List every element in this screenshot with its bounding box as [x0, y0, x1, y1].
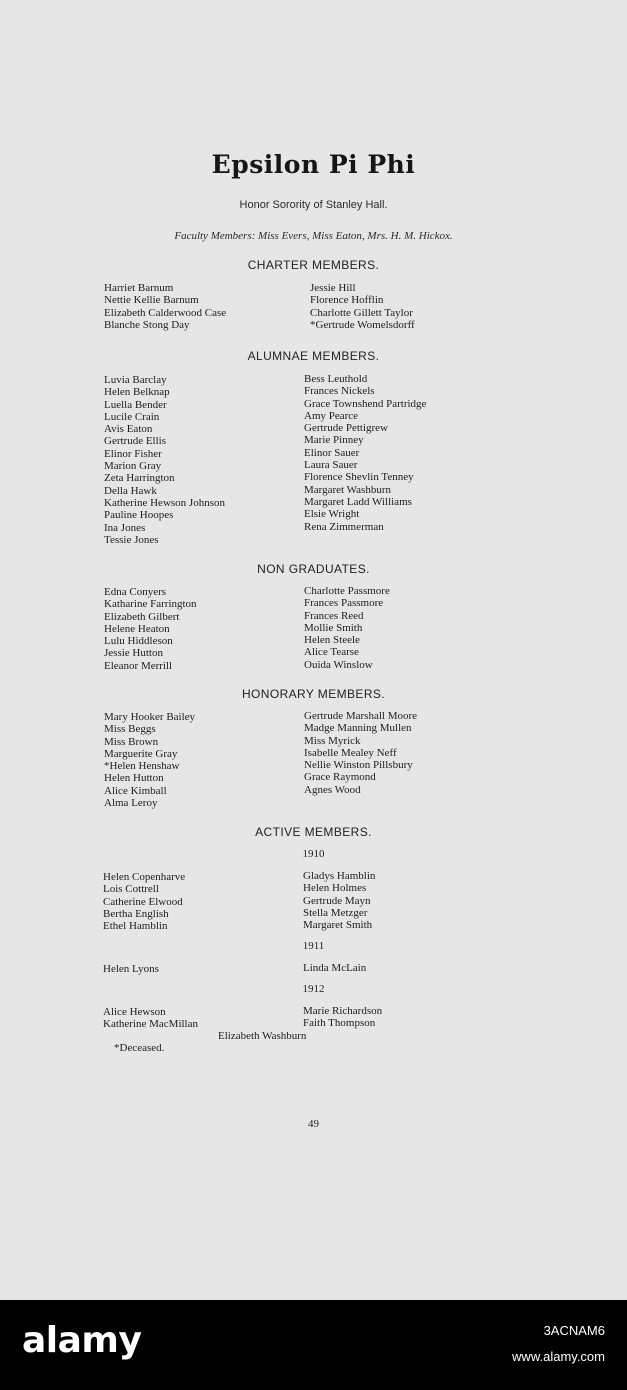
member-name: Ouida Winslow	[304, 658, 373, 671]
member-name: Marguerite Gray	[104, 747, 178, 760]
site-url: www.alamy.com	[512, 1349, 605, 1364]
member-name: Luvia Barclay	[104, 374, 167, 386]
member-name: Miss Myrick	[304, 734, 361, 747]
member-name: Margaret Ladd Williams	[304, 495, 412, 508]
subtitle: Honor Sorority of Stanley Hall.	[239, 199, 388, 211]
member-name: Helene Heaton	[104, 622, 170, 635]
member-name: Katherine MacMillan	[103, 1018, 198, 1031]
honorary-right-list	[304, 710, 417, 796]
member-name: Helen Hutton	[104, 772, 164, 785]
member-name: Marie Pinney	[304, 434, 364, 447]
member-name: Jessie Hill	[310, 282, 356, 294]
member-name: Amy Pearce	[304, 409, 359, 422]
member-name: Frances Nickels	[304, 385, 375, 398]
member-name: Ethel Hamblin	[103, 920, 168, 933]
page-number: 49	[308, 1118, 319, 1130]
member-name: Agnes Wood	[304, 783, 361, 796]
member-name: Alice Hewson	[103, 1006, 166, 1018]
member-name: Mary Hooker Bailey	[104, 711, 196, 723]
year-1911: 1911	[302, 940, 325, 952]
member-name: Blanche Stong Day	[104, 318, 190, 331]
member-name: Eleanor Merrill	[104, 659, 173, 672]
member-name: Lucile Crain	[104, 410, 160, 423]
active-1912-center: Elizabeth Washburn	[218, 1030, 307, 1042]
member-name: Lulu Hiddleson	[104, 635, 173, 648]
brand-logo: alamy	[22, 1320, 142, 1361]
member-name: *Gertrude Womelsdorff	[310, 318, 415, 331]
member-name: Tessie Jones	[104, 533, 159, 546]
active-1912-right-list	[303, 1005, 382, 1030]
member-name: Ina Jones	[104, 521, 146, 534]
member-name: Margaret Smith	[303, 919, 373, 932]
active-1911-right: Linda McLain	[303, 962, 367, 974]
member-name: Elizabeth Calderwood Case	[104, 306, 227, 319]
member-name: Frances Passmore	[304, 597, 384, 610]
member-name: Rena Zimmerman	[304, 520, 384, 533]
alumnae-right-list	[304, 373, 426, 533]
member-name: Helen Belknap	[104, 386, 170, 399]
member-name: Elizabeth Gilbert	[104, 610, 180, 623]
member-name: Zeta Harrington	[104, 472, 175, 485]
nongrad-left-list	[104, 586, 197, 672]
member-name: Nellie Winston Pillsbury	[304, 759, 413, 772]
member-name: Katharine Farrington	[104, 598, 197, 611]
alumnae-left-list	[104, 374, 225, 546]
member-name: Faith Thompson	[303, 1017, 376, 1030]
member-name: Edna Conyers	[104, 586, 167, 598]
member-name: Marion Gray	[104, 460, 162, 473]
member-name: Stella Metzger	[303, 906, 368, 919]
member-name: Katherine Hewson Johnson	[104, 496, 225, 509]
honorary-left-list	[104, 711, 195, 809]
member-name: Gertrude Mayn	[303, 894, 371, 907]
member-name: Miss Brown	[104, 735, 159, 748]
member-name: Jessie Hutton	[104, 647, 163, 660]
member-name: Helen Holmes	[303, 882, 367, 895]
honorary-heading: HONORARY MEMBERS.	[241, 687, 386, 701]
member-name: Nettie Kellie Barnum	[104, 294, 199, 307]
member-name: Charlotte Gillett Taylor	[310, 306, 413, 319]
member-name: Helen Steele	[304, 634, 360, 647]
member-name: Alice Kimball	[104, 784, 167, 797]
member-name: Catherine Elwood	[103, 895, 183, 908]
member-name: Miss Beggs	[104, 723, 156, 736]
faculty-members: Faculty Members: Miss Evers, Miss Eaton, Mrs. H. M. Hickox.	[174, 230, 453, 242]
charter-heading: CHARTER MEMBERS.	[247, 258, 380, 272]
member-name: Elinor Sauer	[304, 446, 360, 459]
member-name: Helen Copenharve	[103, 871, 186, 883]
member-name: Grace Raymond	[304, 771, 376, 784]
active-heading: ACTIVE MEMBERS.	[255, 825, 372, 839]
year-1910: 1910	[302, 848, 325, 860]
charter-right-list	[310, 282, 415, 331]
member-name: Bess Leuthold	[304, 373, 368, 385]
member-name: Madge Manning Mullen	[304, 722, 412, 735]
member-name: Alma Leroy	[104, 797, 158, 810]
year-1912: 1912	[302, 983, 325, 995]
member-name: Harriet Barnum	[104, 282, 174, 294]
member-name: Luella Bender	[104, 398, 167, 411]
image-id: 3ACNAM6	[543, 1323, 605, 1338]
charter-left-list	[104, 282, 226, 331]
member-name: Mollie Smith	[304, 621, 363, 634]
member-name: Gertrude Pettigrew	[304, 422, 388, 435]
deceased-note: *Deceased.	[114, 1042, 165, 1054]
member-name: Charlotte Passmore	[304, 585, 390, 597]
member-name: Bertha English	[103, 907, 169, 920]
active-1911-left: Helen Lyons	[103, 963, 159, 975]
member-name: Elsie Wright	[304, 508, 360, 521]
member-name: Avis Eaton	[104, 423, 153, 436]
member-name: Pauline Hoopes	[104, 509, 174, 522]
member-name: Grace Townshend Partridge	[304, 397, 427, 410]
nongrad-right-list	[304, 585, 390, 671]
watermark-footer	[0, 1300, 627, 1390]
nongrad-heading: NON GRADUATES.	[257, 562, 370, 576]
member-name: Florence Shevlin Tenney	[304, 471, 414, 484]
member-name: Lois Cottrell	[103, 883, 159, 896]
member-name: Frances Reed	[304, 609, 364, 622]
member-name: Isabelle Mealey Neff	[304, 746, 397, 759]
member-name: Elinor Fisher	[104, 447, 162, 460]
member-name: Alice Tearse	[304, 646, 359, 659]
member-name: Margaret Washburn	[304, 483, 391, 496]
member-name: Gertrude Ellis	[104, 435, 167, 448]
member-name: *Helen Henshaw	[104, 760, 180, 773]
member-name: Florence Hofflin	[310, 294, 384, 307]
alumnae-heading: ALUMNAE MEMBERS.	[247, 349, 380, 363]
page-title: Epsilon Pi Phi	[211, 150, 416, 179]
member-name: Marie Richardson	[303, 1005, 383, 1017]
member-name: Gladys Hamblin	[303, 870, 376, 882]
member-name: Della Hawk	[104, 484, 157, 497]
active-1910-right-list	[303, 870, 375, 931]
member-name: Gertrude Marshall Moore	[304, 710, 418, 722]
active-1912-left-list	[103, 1006, 198, 1031]
active-1910-left-list	[103, 871, 185, 932]
member-name: Laura Sauer	[304, 459, 358, 472]
